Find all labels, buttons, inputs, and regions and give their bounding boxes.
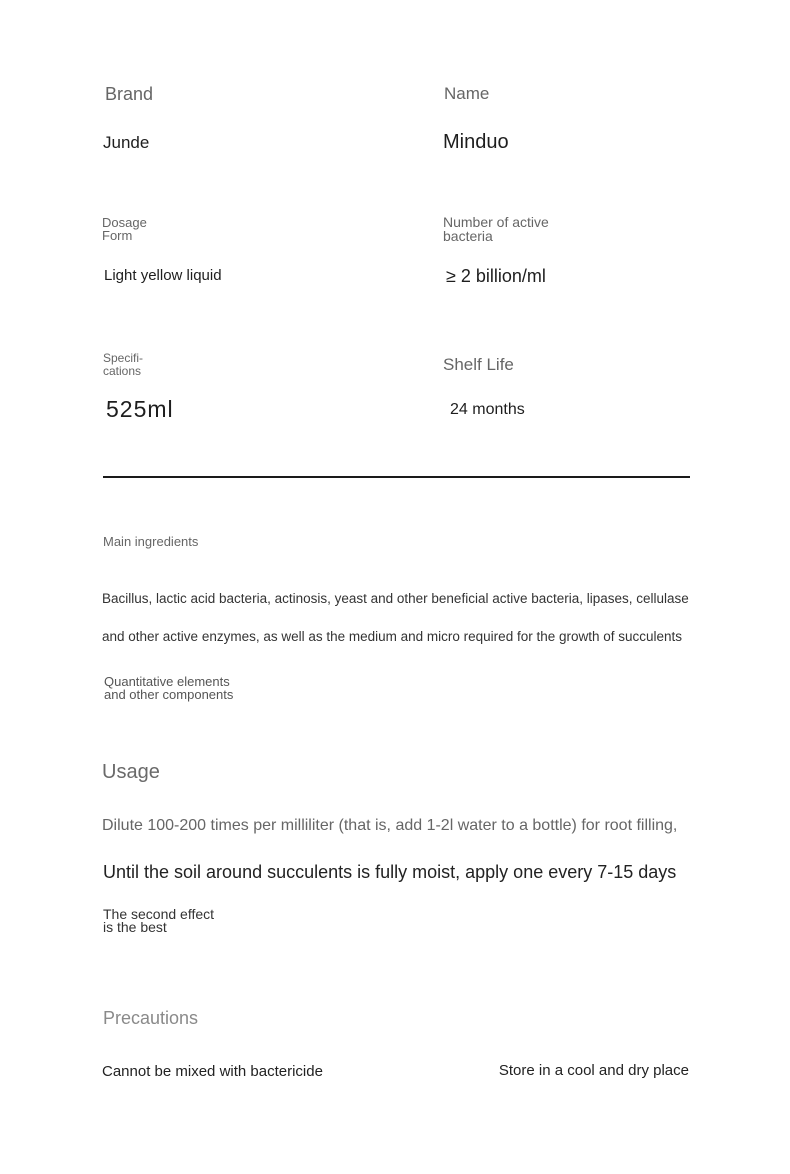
ingredients-line2: and other active enzymes, as well as the medium and micro required for the growth of succulents (102, 629, 683, 644)
specifications-label (103, 352, 143, 378)
bacteria-label-line2: bacteria (443, 228, 493, 244)
brand-value: Junde (103, 133, 150, 152)
precaution-item-2: Store in a cool and dry place (498, 1062, 689, 1079)
section-divider (103, 476, 690, 478)
specifications-label-line2: cations (103, 364, 142, 378)
dosage-value: Light yellow liquid (104, 267, 222, 284)
usage-line3: The second effect (103, 906, 215, 922)
ingredients-line4: and other components (104, 687, 234, 702)
shelf-life-label: Shelf Life (443, 355, 514, 374)
dosage-label-line2: Form (102, 228, 133, 243)
precaution-item-1: Cannot be mixed with bactericide (102, 1063, 323, 1080)
precautions-title: Precautions (103, 1008, 199, 1028)
usage-title: Usage (102, 761, 160, 783)
usage-line4: is the best (103, 919, 167, 935)
usage-line1: Dilute 100-200 times per milliliter (that is, add 1-2l water to a bottle) for root filling, (102, 817, 678, 834)
shelf-life-value: 24 months (450, 401, 525, 418)
bacteria-label (443, 215, 549, 243)
specifications-label-line1: Specifi- (103, 351, 144, 365)
dosage-label-line1: Dosage (102, 215, 147, 230)
name-value: Minduo (443, 131, 509, 153)
ingredients-line1: Bacillus, lactic acid bacteria, actinosis, yeast and other beneficial active bacteria, lipases, cellulase (102, 591, 689, 606)
specifications-value: 525ml (106, 396, 174, 422)
ingredients-extra (104, 675, 233, 701)
dosage-label (102, 216, 147, 242)
bacteria-value: ≥ 2 billion/ml (446, 266, 546, 286)
usage-note (103, 908, 214, 934)
usage-line2: Until the soil around succulents is fully moist, apply one every 7-15 days (103, 862, 677, 882)
brand-label: Brand (105, 84, 154, 104)
name-label: Name (444, 84, 490, 103)
ingredients-title: Main ingredients (103, 534, 199, 549)
ingredients-line3: Quantitative elements (104, 674, 230, 689)
bacteria-label-line1: Number of active (443, 214, 549, 230)
